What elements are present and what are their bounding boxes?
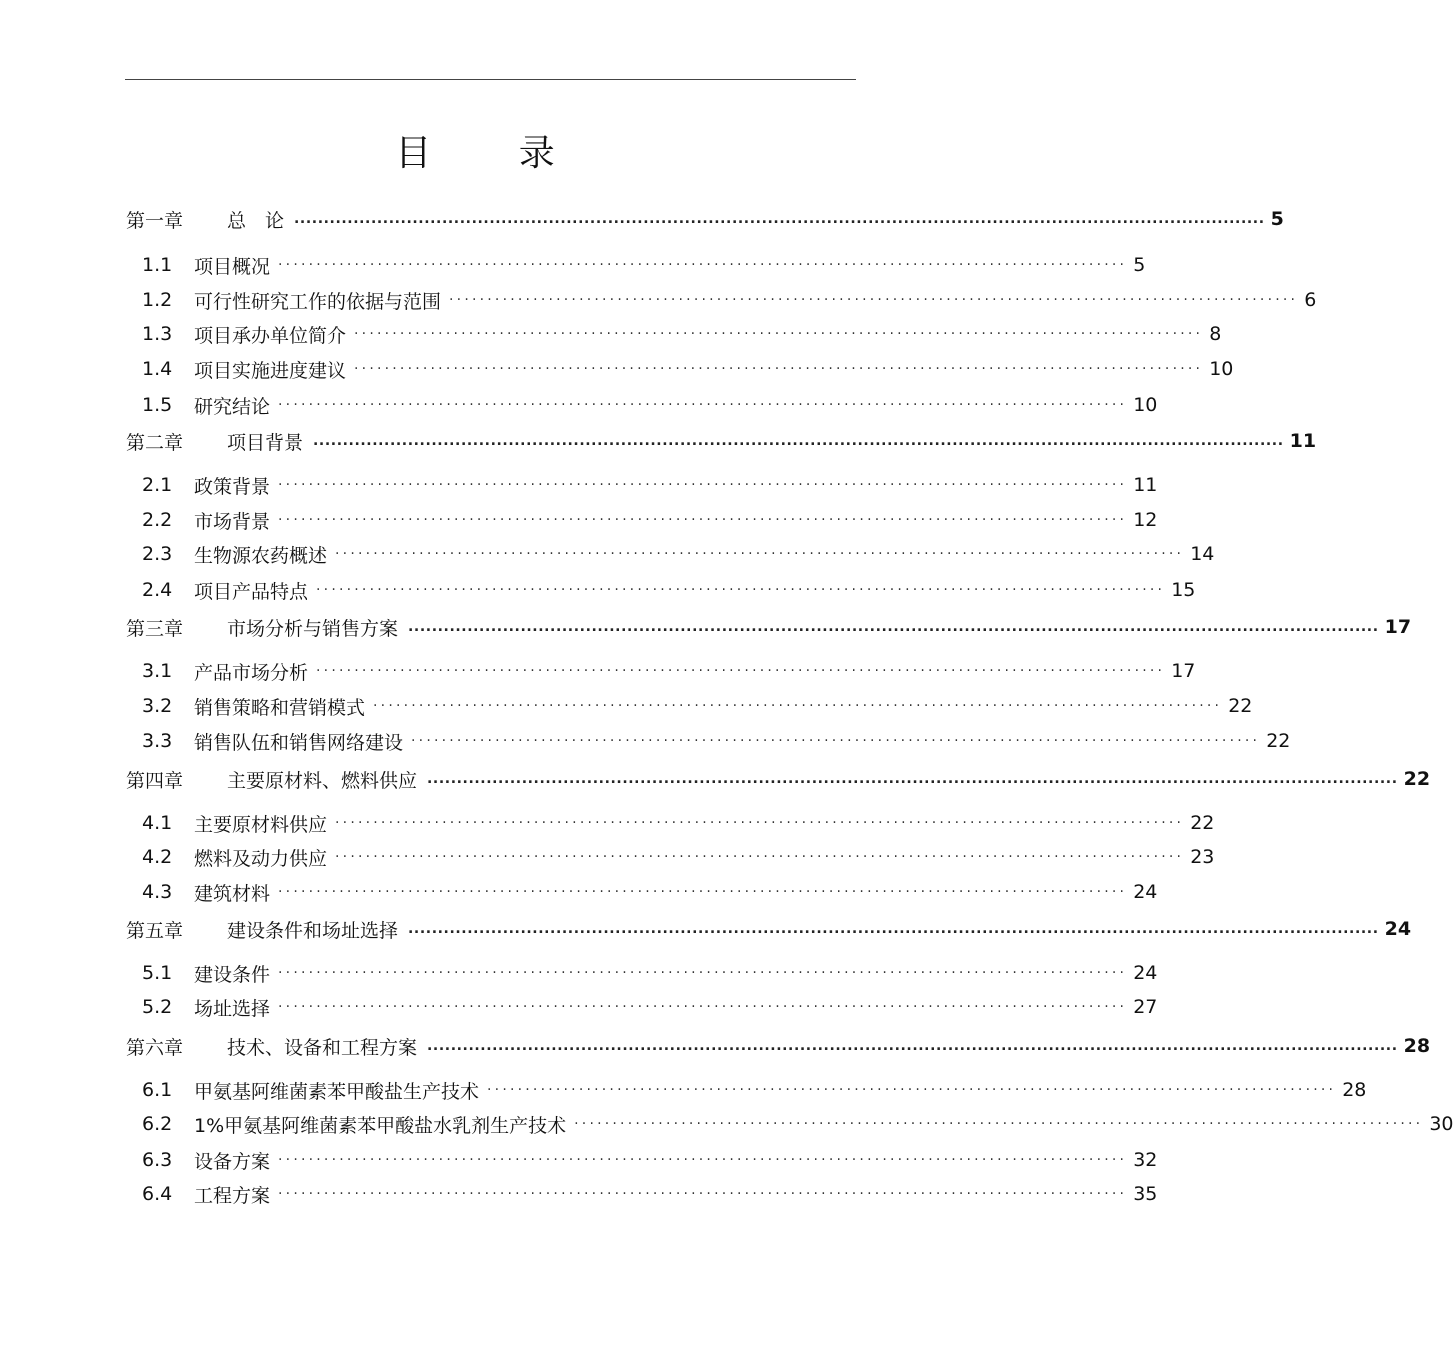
page-number: 28	[1342, 1079, 1367, 1101]
dot-leader: ···············································································································	[411, 733, 1261, 749]
chapter-number: 第三章	[126, 617, 184, 640]
page-number: 24	[1384, 918, 1412, 940]
toc-section-entry[interactable]	[142, 252, 1146, 278]
section-number: 3.2	[142, 695, 173, 717]
section-number: 3.1	[142, 660, 173, 682]
page-number: 30	[1429, 1113, 1454, 1135]
page-number: 24	[1133, 881, 1158, 903]
section-title: 项目概况	[194, 255, 271, 278]
dot-leader: ···············································································································	[278, 965, 1128, 981]
section-title: 销售队伍和销售网络建设	[194, 731, 404, 754]
dot-leader: ···············································································································	[278, 1152, 1128, 1168]
dot-leader: ....................................................................................................................................................................	[427, 771, 1398, 787]
section-number: 3.3	[142, 730, 173, 752]
dot-leader: ···············································································································	[449, 292, 1299, 308]
page-number: 11	[1133, 474, 1158, 496]
toc-section-entry[interactable]	[142, 577, 1196, 603]
toc-chapter-entry[interactable]	[126, 206, 1284, 232]
section-title: 建筑材料	[194, 882, 271, 905]
chapter-number: 第六章	[126, 1036, 184, 1059]
toc-section-entry[interactable]	[142, 728, 1291, 754]
section-title: 设备方案	[194, 1150, 271, 1173]
chapter-title: 市场分析与销售方案	[227, 617, 399, 640]
dot-leader: ···············································································································	[316, 663, 1166, 679]
page-number: 10	[1209, 358, 1234, 380]
toc-section-entry[interactable]	[142, 541, 1215, 567]
dot-leader: ···············································································································	[278, 1186, 1128, 1202]
page-title: 目 录	[395, 133, 593, 174]
dot-leader: ···············································································································	[335, 815, 1185, 831]
dot-leader: ···············································································································	[574, 1116, 1424, 1132]
section-number: 2.4	[142, 579, 173, 601]
toc-section-entry[interactable]	[142, 392, 1158, 418]
section-title: 销售策略和营销模式	[194, 696, 366, 719]
section-title: 产品市场分析	[194, 661, 309, 684]
chapter-number: 第五章	[126, 919, 184, 942]
page-number: 22	[1228, 695, 1253, 717]
section-title: 工程方案	[194, 1184, 271, 1207]
toc-section-entry[interactable]	[142, 810, 1215, 836]
toc-section-entry[interactable]	[142, 1181, 1158, 1207]
dot-leader: ···············································································································	[278, 477, 1128, 493]
dot-leader: ....................................................................................................................................................................	[408, 619, 1379, 635]
chapter-title: 主要原材料、燃料供应	[227, 769, 418, 792]
toc-chapter-entry[interactable]	[126, 428, 1317, 454]
toc-chapter-entry[interactable]	[126, 916, 1412, 942]
toc-section-entry[interactable]	[142, 1077, 1367, 1103]
page-number: 5	[1133, 254, 1146, 276]
section-title: 政策背景	[194, 475, 271, 498]
section-number: 4.3	[142, 881, 173, 903]
section-number: 2.1	[142, 474, 173, 496]
section-number: 2.3	[142, 543, 173, 565]
page-number: 27	[1133, 996, 1158, 1018]
page-number: 35	[1133, 1183, 1158, 1205]
section-number: 6.1	[142, 1079, 173, 1101]
section-title: 项目承办单位简介	[194, 324, 347, 347]
chapter-title: 技术、设备和工程方案	[227, 1036, 418, 1059]
toc-section-entry[interactable]	[142, 356, 1234, 382]
section-number: 5.2	[142, 996, 173, 1018]
page-number: 17	[1384, 616, 1412, 638]
page-number: 22	[1403, 768, 1431, 790]
section-title: 研究结论	[194, 395, 271, 418]
page-number: 22	[1266, 730, 1291, 752]
section-number: 2.2	[142, 509, 173, 531]
dot-leader: ....................................................................................................................................................................	[427, 1038, 1398, 1054]
section-title: 甲氨基阿维菌素苯甲酸盐生产技术	[194, 1080, 480, 1103]
chapter-title: 总 论	[227, 209, 285, 232]
page-number: 11	[1289, 430, 1317, 452]
chapter-title: 项目背景	[227, 431, 304, 454]
section-title: 燃料及动力供应	[194, 847, 328, 870]
header-rule	[125, 79, 856, 80]
section-number: 6.2	[142, 1113, 173, 1135]
dot-leader: ···············································································································	[278, 884, 1128, 900]
page-number: 28	[1403, 1035, 1431, 1057]
chapter-number: 第四章	[126, 769, 184, 792]
page-number: 12	[1133, 509, 1158, 531]
dot-leader: ···············································································································	[278, 512, 1128, 528]
dot-leader: ···············································································································	[278, 257, 1128, 273]
page-number: 6	[1304, 289, 1317, 311]
toc-section-entry[interactable]	[142, 287, 1317, 313]
page-number: 14	[1190, 543, 1215, 565]
chapter-number: 第一章	[126, 209, 184, 232]
dot-leader: ···············································································································	[278, 999, 1128, 1015]
chapter-number: 第二章	[126, 431, 184, 454]
dot-leader: ···············································································································	[316, 582, 1166, 598]
toc-section-entry[interactable]	[142, 844, 1215, 870]
toc-section-entry[interactable]	[142, 507, 1158, 533]
toc-chapter-entry[interactable]	[126, 614, 1412, 640]
toc-chapter-entry[interactable]	[126, 766, 1431, 792]
section-title: 1%甲氨基阿维菌素苯甲酸盐水乳剂生产技术	[194, 1114, 567, 1137]
dot-leader: ....................................................................................................................................................................	[294, 211, 1265, 227]
dot-leader: ···············································································································	[373, 698, 1223, 714]
toc-section-entry[interactable]	[142, 693, 1253, 719]
page-number: 23	[1190, 846, 1215, 868]
section-title: 项目产品特点	[194, 580, 309, 603]
toc-section-entry[interactable]	[142, 321, 1222, 347]
toc-section-entry[interactable]	[142, 472, 1158, 498]
section-number: 5.1	[142, 962, 173, 984]
page-number: 15	[1171, 579, 1196, 601]
page-number: 17	[1171, 660, 1196, 682]
toc-chapter-entry[interactable]	[126, 1033, 1431, 1059]
section-number: 1.4	[142, 358, 173, 380]
section-number: 4.2	[142, 846, 173, 868]
toc-section-entry[interactable]	[142, 994, 1158, 1020]
section-number: 6.4	[142, 1183, 173, 1205]
dot-leader: ···············································································································	[354, 326, 1204, 342]
page-number: 8	[1209, 323, 1222, 345]
section-title: 主要原材料供应	[194, 813, 328, 836]
section-number: 1.5	[142, 394, 173, 416]
page-number: 24	[1133, 962, 1158, 984]
page-number: 10	[1133, 394, 1158, 416]
chapter-title: 建设条件和场址选择	[227, 919, 399, 942]
section-title: 市场背景	[194, 510, 271, 533]
dot-leader: ....................................................................................................................................................................	[313, 433, 1284, 449]
dot-leader: ....................................................................................................................................................................	[408, 921, 1379, 937]
toc-section-entry[interactable]	[142, 1147, 1158, 1173]
toc-section-entry[interactable]	[142, 658, 1196, 684]
section-title: 生物源农药概述	[194, 544, 328, 567]
section-number: 1.1	[142, 254, 173, 276]
dot-leader: ···············································································································	[335, 849, 1185, 865]
section-title: 项目实施进度建议	[194, 359, 347, 382]
dot-leader: ···············································································································	[487, 1082, 1337, 1098]
dot-leader: ···············································································································	[335, 546, 1185, 562]
section-number: 6.3	[142, 1149, 173, 1171]
section-number: 4.1	[142, 812, 173, 834]
section-number: 1.3	[142, 323, 173, 345]
page-number: 32	[1133, 1149, 1158, 1171]
section-title: 建设条件	[194, 963, 271, 986]
page-number: 5	[1270, 208, 1284, 230]
dot-leader: ···············································································································	[354, 361, 1204, 377]
section-title: 可行性研究工作的依据与范围	[194, 290, 442, 313]
section-number: 1.2	[142, 289, 173, 311]
toc-section-entry[interactable]	[142, 879, 1158, 905]
toc-section-entry[interactable]	[142, 1111, 1454, 1137]
toc-section-entry[interactable]	[142, 960, 1158, 986]
page-number: 22	[1190, 812, 1215, 834]
dot-leader: ···············································································································	[278, 397, 1128, 413]
section-title: 场址选择	[194, 997, 271, 1020]
